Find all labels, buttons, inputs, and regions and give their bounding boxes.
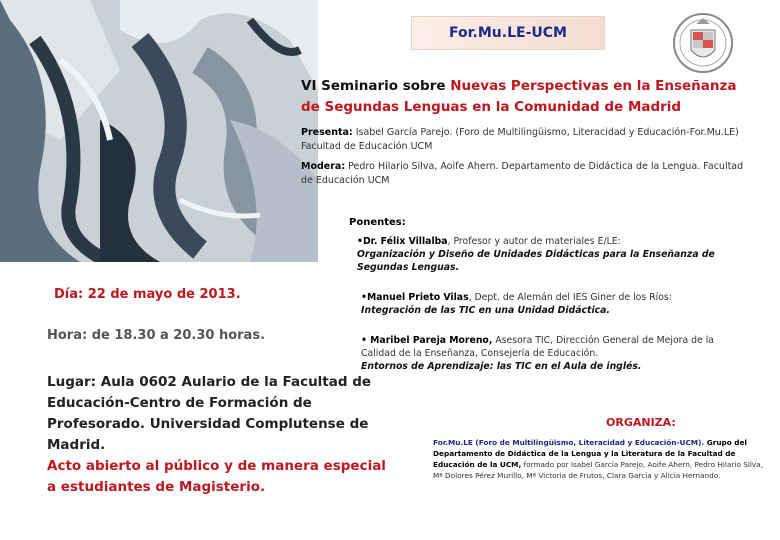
ponente-talk: Organización y Diseño de Unidades Didácticas para la Enseñanza de Segundas Lenguas. — [357, 249, 715, 273]
banner-title: For.Mu.LE-UCM — [449, 25, 567, 41]
organiza-dept: Grupo del Departamento de Didáctica de la Lengua y la Literatura de la Facultad de Educación de la UCM, — [433, 438, 747, 469]
seminar-title-highlight: Nuevas Perspectivas en la Enseñanza de Segundas Lenguas en la Comunidad de Madrid — [301, 78, 737, 115]
organiza-label: ORGANIZA: — [606, 416, 676, 429]
event-place-text: Lugar: Aula 0602 Aulario de la Facultad de Educación-Centro de Formación de Profesorado. Universidad Complutense de Madrid. — [47, 374, 372, 453]
event-place — [47, 372, 392, 498]
ponente-name: •Dr. Félix Villalba — [357, 236, 448, 247]
ponente-item — [361, 334, 751, 373]
ponente-role: Asesora TIC, Dirección General de Mejora de la Calidad de la Enseñanza, Consejería de Educación. — [361, 335, 715, 359]
event-open-note: Acto abierto al público y de manera especial a estudiantes de Magisterio. — [47, 458, 386, 495]
ponente-role: , Dept. de Alemán del IES Giner de los Ríos: — [468, 292, 672, 303]
header-artwork — [0, 0, 318, 262]
ponente-talk: Integración de las TIC en una Unidad Didáctica. — [361, 305, 610, 316]
ponente-name: • Maribel Pareja Moreno, — [361, 335, 493, 346]
university-seal-icon — [672, 2, 734, 84]
ponente-talk: Entornos de Aprendizaje: las TIC en el Aula de inglés. — [361, 361, 642, 372]
ponente-item — [357, 235, 752, 274]
seminar-title-part1: VI Seminario sobre — [301, 78, 451, 94]
organiza-members: formado por Isabel García Parejo, Aoife Ahern, Pedro Hilario Silva, Mª Dolores Pérez Murillo, Mª Victoria de Frutos, Clara García y Alicia Hernando. — [433, 460, 764, 480]
ponentes-label: Ponentes: — [349, 217, 406, 228]
presenta-block — [301, 126, 751, 154]
modera-text: Pedro Hilario Silva, Aoife Ahern. Departamento de Didáctica de la Lengua. Facultad de Educación UCM — [301, 161, 744, 186]
organiza-text — [433, 437, 768, 481]
ponente-role: , Profesor y autor de materiales E/LE: — [447, 236, 621, 247]
event-time: Hora: de 18.30 a 20.30 horas. — [47, 328, 266, 343]
presenta-text: Isabel García Parejo. (Foro de Multilingüismo, Literacidad y Educación-For.Mu.LE) Facultad de Educación UCM — [301, 127, 739, 152]
event-date: Día: 22 de mayo de 2013. — [54, 287, 241, 302]
organiza-group: For.Mu.LE (Foro de Multilingüismo, Literacidad y Educación-UCM). — [433, 438, 705, 447]
modera-label: Modera: — [301, 161, 346, 172]
modera-block — [301, 160, 751, 188]
title-banner — [411, 16, 605, 50]
presenta-label: Presenta: — [301, 127, 353, 138]
seminar-title — [301, 76, 751, 118]
ponente-item — [361, 291, 751, 317]
ponente-name: •Manuel Prieto Vilas — [361, 292, 469, 303]
